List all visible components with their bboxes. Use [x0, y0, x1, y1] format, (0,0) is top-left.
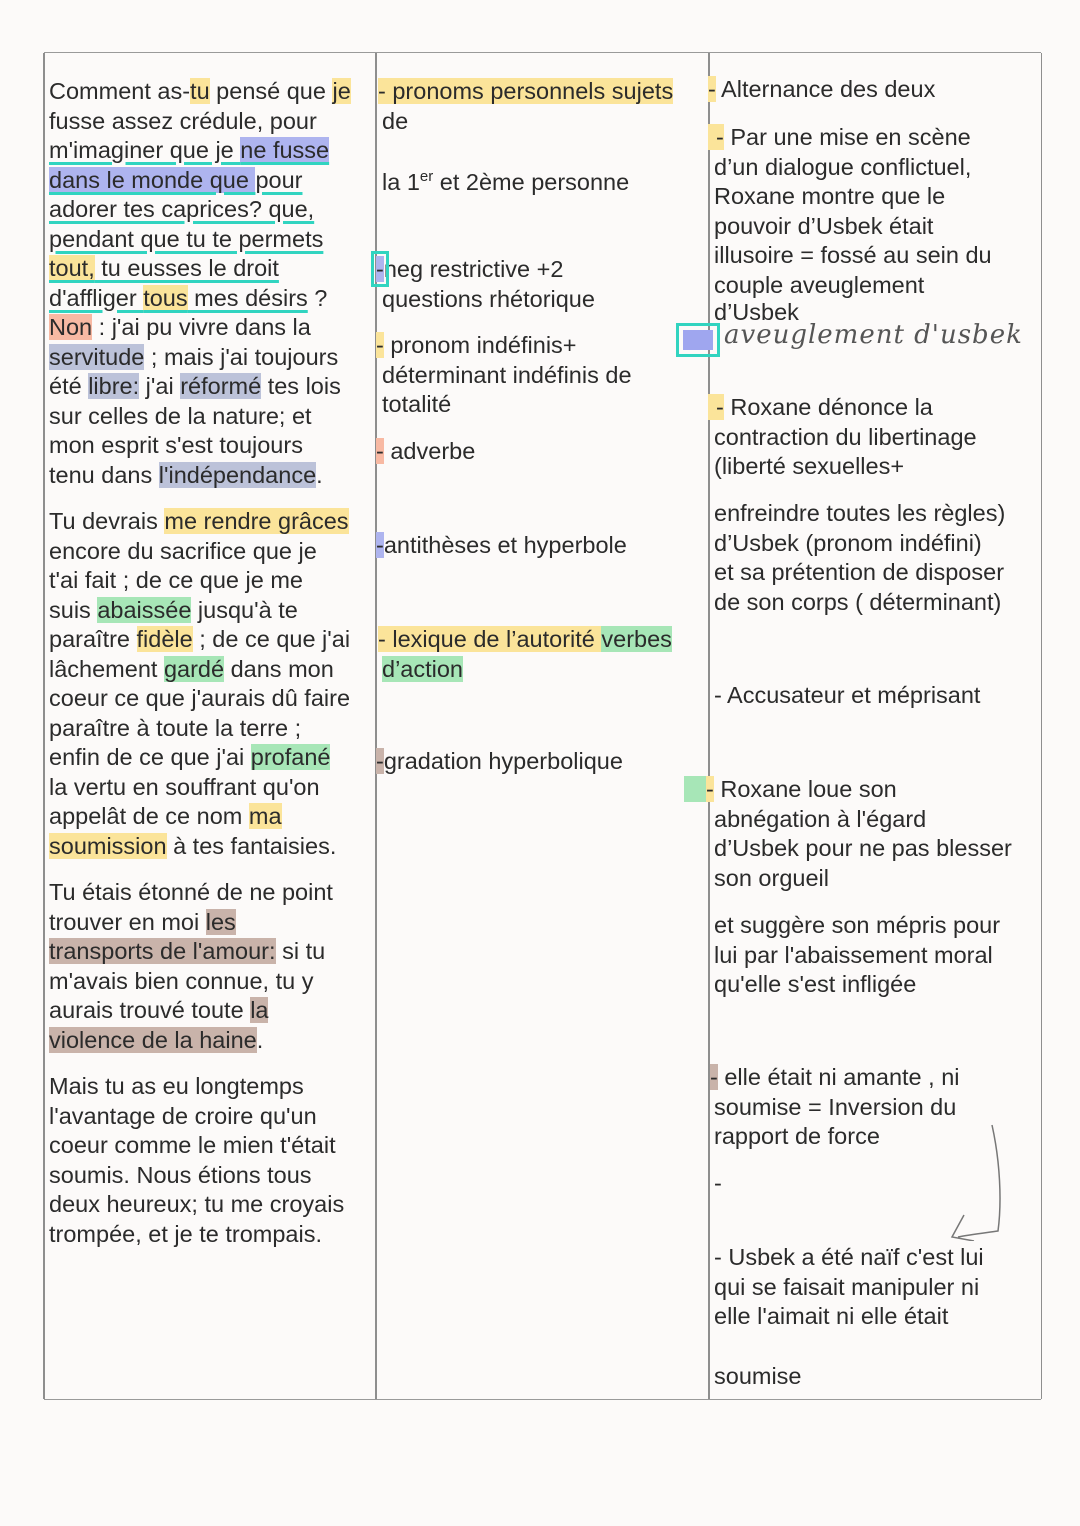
- text-line: violence de la haine.: [49, 1026, 264, 1053]
- note-text: et suggère son mépris pour: [714, 912, 1001, 938]
- text-line: paraître fidèle ; de ce que j'ai: [49, 626, 351, 652]
- note-text: abnégation à l'égard: [714, 805, 927, 832]
- text-line: appelât de ce nom ma: [49, 803, 282, 829]
- text-line: Comment as-tu pensé que je: [49, 78, 351, 104]
- device-label: adverbe: [383, 438, 476, 464]
- note-naif: [714, 1243, 984, 1391]
- notes-table: [44, 52, 1041, 1400]
- note-text: d’Usbek pour ne pas blesser: [714, 835, 1012, 861]
- note-text: de son corps ( déterminant): [714, 588, 1002, 615]
- device-adverb: [376, 437, 476, 467]
- device-label: la 1er et 2ème personne: [382, 168, 630, 195]
- device-label: de: [382, 107, 409, 134]
- note-text: soumise = Inversion du: [714, 1093, 957, 1120]
- note-text: - Accusateur et méprisant: [714, 682, 981, 708]
- text-line: Tu devrais me rendre grâces: [49, 508, 349, 534]
- text-line: m'avais bien connue, tu y: [49, 967, 314, 994]
- text-line: enfin de ce que j'ai profané: [49, 744, 331, 770]
- note-text: elle était ni amante , ni: [717, 1064, 960, 1090]
- table-border-left: [43, 53, 45, 1399]
- note-dialogue: [714, 123, 1023, 350]
- note-text: son orgueil: [714, 864, 829, 891]
- marker-box: -: [708, 76, 716, 102]
- table-border-right: [1041, 53, 1043, 1399]
- note-text: -: [714, 1170, 722, 1196]
- note-text: qui se faisait manipuler ni: [714, 1273, 980, 1300]
- device-label: questions rhétorique: [382, 285, 595, 312]
- text-line: Mais tu as eu longtemps: [49, 1073, 304, 1099]
- text-line: adorer tes caprices? que,: [49, 196, 315, 222]
- note-text: Par une mise en scène: [723, 124, 971, 150]
- note-text: Roxane montre que le: [714, 183, 946, 209]
- text-line: tout, tu eusses le droit: [49, 255, 279, 281]
- text-line: l'avantage de croire qu'un: [49, 1102, 317, 1129]
- handwritten-note: aveuglement d'usbek: [724, 320, 1023, 350]
- text-line: trouver en moi les: [49, 908, 236, 935]
- note-abnegation: [706, 775, 1012, 893]
- note-text: couple aveuglement: [714, 271, 925, 298]
- text-line: servitude ; mais j'ai toujours: [49, 343, 339, 370]
- text-line: trompée, et je te trompais.: [49, 1220, 322, 1247]
- note-text: illusoire = fossé au sein du: [714, 242, 992, 268]
- marker-box: -: [376, 256, 384, 282]
- device-authority-lexicon: [378, 625, 672, 684]
- arrow-icon: [944, 1121, 1014, 1241]
- text-line: transports de l'amour: si tu: [49, 938, 326, 964]
- text-line: d'affliger tous mes désirs ?: [49, 284, 328, 311]
- note-text: Roxane dénonce la: [723, 394, 933, 420]
- device-label: neg restrictive +2: [383, 256, 564, 282]
- note-text: Roxane loue son: [713, 776, 897, 802]
- note-text: soumise: [714, 1362, 802, 1389]
- marker-box: -: [376, 748, 384, 774]
- text-line: fusse assez crédule, pour: [49, 107, 317, 134]
- text-line: aurais trouvé toute la: [49, 997, 269, 1023]
- note-text: d’un dialogue conflictuel,: [714, 153, 972, 180]
- text-line: encore du sacrifice que je: [49, 537, 317, 564]
- marker-box: -: [376, 532, 384, 558]
- note-text: lui par l'abaissement moral: [714, 941, 993, 968]
- device-label: antithèses et hyperbole: [383, 532, 627, 558]
- interpretation-column: [706, 53, 1039, 1399]
- note-alternance: [708, 75, 936, 105]
- devices-column: [376, 53, 708, 1399]
- device-gradation: [376, 747, 623, 777]
- text-line: suis abaissée jusqu'à te: [49, 596, 298, 623]
- note-libertinage: [714, 393, 977, 482]
- device-negation: [376, 255, 595, 314]
- text-line: soumis. Nous étions tous: [49, 1161, 312, 1188]
- text-line: deux heureux; tu me croyais: [49, 1191, 345, 1217]
- marker-box: -: [710, 1064, 718, 1090]
- text-line: mon esprit s'est toujours: [49, 432, 303, 458]
- text-paragraph-4: [49, 1072, 377, 1249]
- note-text: elle l'aimait ni elle était: [714, 1303, 949, 1329]
- text-line: soumission à tes fantaisies.: [49, 832, 337, 859]
- text-paragraph-3: [49, 878, 377, 1055]
- text-paragraph-1: [49, 77, 377, 490]
- device-label: d’action: [382, 655, 463, 682]
- device-label: verbes: [601, 626, 672, 652]
- device-label: - lexique de l’autorité: [378, 626, 602, 652]
- device-antithesis: [376, 531, 627, 561]
- note-text: d’Usbek (pronom indéfini): [714, 529, 982, 556]
- marker-box: -: [708, 124, 724, 150]
- text-paragraph-2: [49, 507, 377, 861]
- text-line: dans le monde que pour: [49, 166, 303, 193]
- note-text: et sa prétention de disposer: [714, 559, 1005, 585]
- text-line: coeur comme le mien t'était: [49, 1132, 336, 1158]
- text-line: coeur ce que j'aurais dû faire: [49, 685, 351, 711]
- text-line: Non : j'ai pu vivre dans la: [49, 314, 311, 340]
- text-line: la vertu en souffrant qu'on: [49, 773, 320, 800]
- note-text: enfreindre toutes les règles): [714, 500, 1006, 526]
- device-label: pronom indéfinis+: [383, 332, 577, 358]
- text-column: [49, 77, 377, 1249]
- note-text: (liberté sexuelles+: [714, 453, 905, 479]
- text-line: pendant que tu te permets: [49, 225, 324, 252]
- device-indefinite: [376, 331, 632, 420]
- note-text: contraction du libertinage: [714, 423, 977, 450]
- device-label: totalité: [382, 391, 452, 417]
- handwritten-marker-box: [676, 323, 720, 357]
- text-line: été libre: j'ai réformé tes lois: [49, 373, 341, 399]
- text-line: paraître à toute la terre ;: [49, 714, 302, 741]
- marker-box: -: [376, 332, 384, 358]
- text-line: m'imaginer que je ne fusse: [49, 137, 330, 163]
- text-line: Tu étais étonné de ne point: [49, 879, 333, 905]
- text-line: lâchement gardé dans mon: [49, 655, 334, 682]
- device-label: gradation hyperbolique: [383, 748, 623, 774]
- column-divider-2: [708, 53, 710, 1399]
- note-text: pouvoir d’Usbek était: [714, 212, 934, 239]
- marker-box: -: [706, 776, 714, 802]
- text-line: t'ai fait ; de ce que je me: [49, 567, 303, 593]
- text-line: sur celles de la nature; et: [49, 402, 312, 429]
- text-line: tenu dans l'indépendance.: [49, 461, 323, 488]
- marker-box: -: [708, 394, 724, 420]
- marker-box: -: [376, 438, 384, 464]
- device-label: déterminant indéfinis de: [382, 361, 632, 388]
- device-pronouns: [378, 77, 674, 197]
- note-inversion: [710, 1063, 960, 1152]
- note-accusateur: [714, 681, 980, 711]
- note-text: rapport de force: [714, 1123, 880, 1149]
- note-text: - Usbek a été naïf c'est lui: [714, 1244, 984, 1270]
- note-text: d’Usbek: [714, 299, 799, 325]
- device-label: - pronoms personnels sujets: [378, 78, 674, 104]
- note-text: qu'elle s'est infligée: [714, 971, 917, 997]
- note-rules: [714, 499, 1005, 617]
- note-mepris: [714, 911, 1000, 1000]
- note-dash: [714, 1169, 722, 1199]
- note-text: Alternance des deux: [715, 76, 936, 102]
